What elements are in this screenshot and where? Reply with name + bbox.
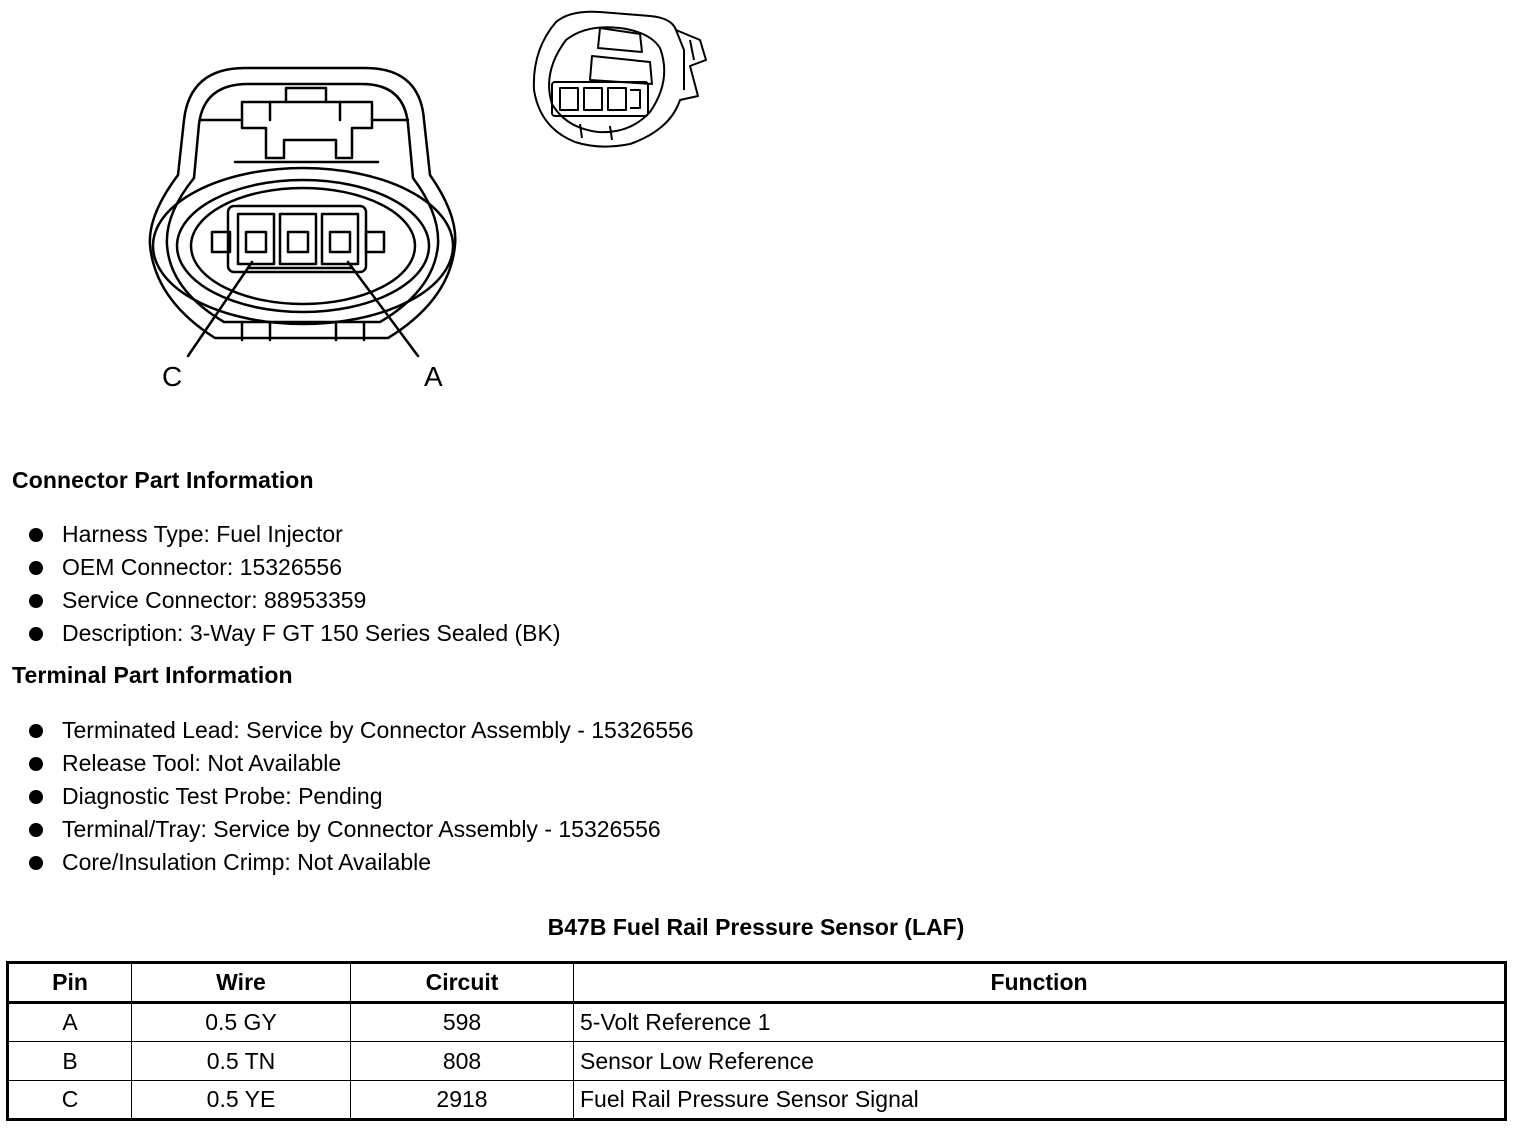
cell-function: Fuel Rail Pressure Sensor Signal	[574, 1081, 1506, 1120]
cavity-a	[322, 214, 358, 264]
terminal-part-info-list	[0, 714, 694, 879]
cell-pin: A	[8, 1003, 132, 1042]
bullet-icon	[29, 724, 43, 738]
cavity-c	[238, 214, 274, 264]
list-item: Service Connector: 88953359	[0, 584, 561, 617]
bullet-icon	[29, 790, 43, 804]
table-header-row	[8, 963, 1506, 1003]
cell-function: 5-Volt Reference 1	[574, 1003, 1506, 1042]
list-item: OEM Connector: 15326556	[0, 551, 561, 584]
bullet-icon	[29, 856, 43, 870]
table-row	[8, 1081, 1506, 1120]
pin-label-a: A	[424, 361, 443, 392]
connector-3d-view	[534, 12, 706, 147]
connector-outer-housing	[150, 68, 455, 338]
cavity-b	[280, 214, 316, 264]
connector-face-ring	[153, 168, 453, 324]
list-item: Harness Type: Fuel Injector	[0, 518, 561, 551]
column-header-pin: Pin	[8, 963, 132, 1003]
column-header-circuit: Circuit	[351, 963, 574, 1003]
bullet-icon	[29, 627, 43, 641]
connector-drawing	[0, 0, 760, 420]
cell-pin: B	[8, 1042, 132, 1081]
cell-pin: C	[8, 1081, 132, 1120]
cell-circuit: 2918	[351, 1081, 574, 1120]
terminal-block	[228, 206, 366, 272]
cell-circuit: 808	[351, 1042, 574, 1081]
pin-label-c: C	[162, 361, 183, 392]
cell-circuit: 598	[351, 1003, 574, 1042]
bullet-icon	[29, 594, 43, 608]
column-header-function: Function	[574, 963, 1506, 1003]
connector-part-info-list	[0, 518, 561, 650]
list-item: Terminated Lead: Service by Connector Assembly - 15326556	[0, 714, 694, 747]
cell-wire: 0.5 GY	[132, 1003, 351, 1042]
list-item: Description: 3-Way F GT 150 Series Sealed (BK)	[0, 617, 561, 650]
pin-table	[6, 961, 1507, 1121]
cell-wire: 0.5 TN	[132, 1042, 351, 1081]
bullet-icon	[29, 528, 43, 542]
column-header-wire: Wire	[132, 963, 351, 1003]
list-item: Terminal/Tray: Service by Connector Assembly - 15326556	[0, 813, 694, 846]
bullet-icon	[29, 823, 43, 837]
leader-line-c	[188, 262, 252, 356]
list-item: Diagnostic Test Probe: Pending	[0, 780, 694, 813]
cell-function: Sensor Low Reference	[574, 1042, 1506, 1081]
bullet-icon	[29, 757, 43, 771]
list-item: Core/Insulation Crimp: Not Available	[0, 846, 694, 879]
connector-latch	[242, 102, 372, 158]
bullet-icon	[29, 561, 43, 575]
cell-wire: 0.5 YE	[132, 1081, 351, 1120]
leader-line-a	[348, 262, 418, 356]
table-row	[8, 1042, 1506, 1081]
terminal-part-info-heading: Terminal Part Information	[12, 662, 293, 688]
list-item: Release Tool: Not Available	[0, 747, 694, 780]
pin-table-title: B47B Fuel Rail Pressure Sensor (LAF)	[547, 914, 965, 940]
table-row	[8, 1003, 1506, 1042]
connector-part-info-heading: Connector Part Information	[12, 467, 314, 493]
